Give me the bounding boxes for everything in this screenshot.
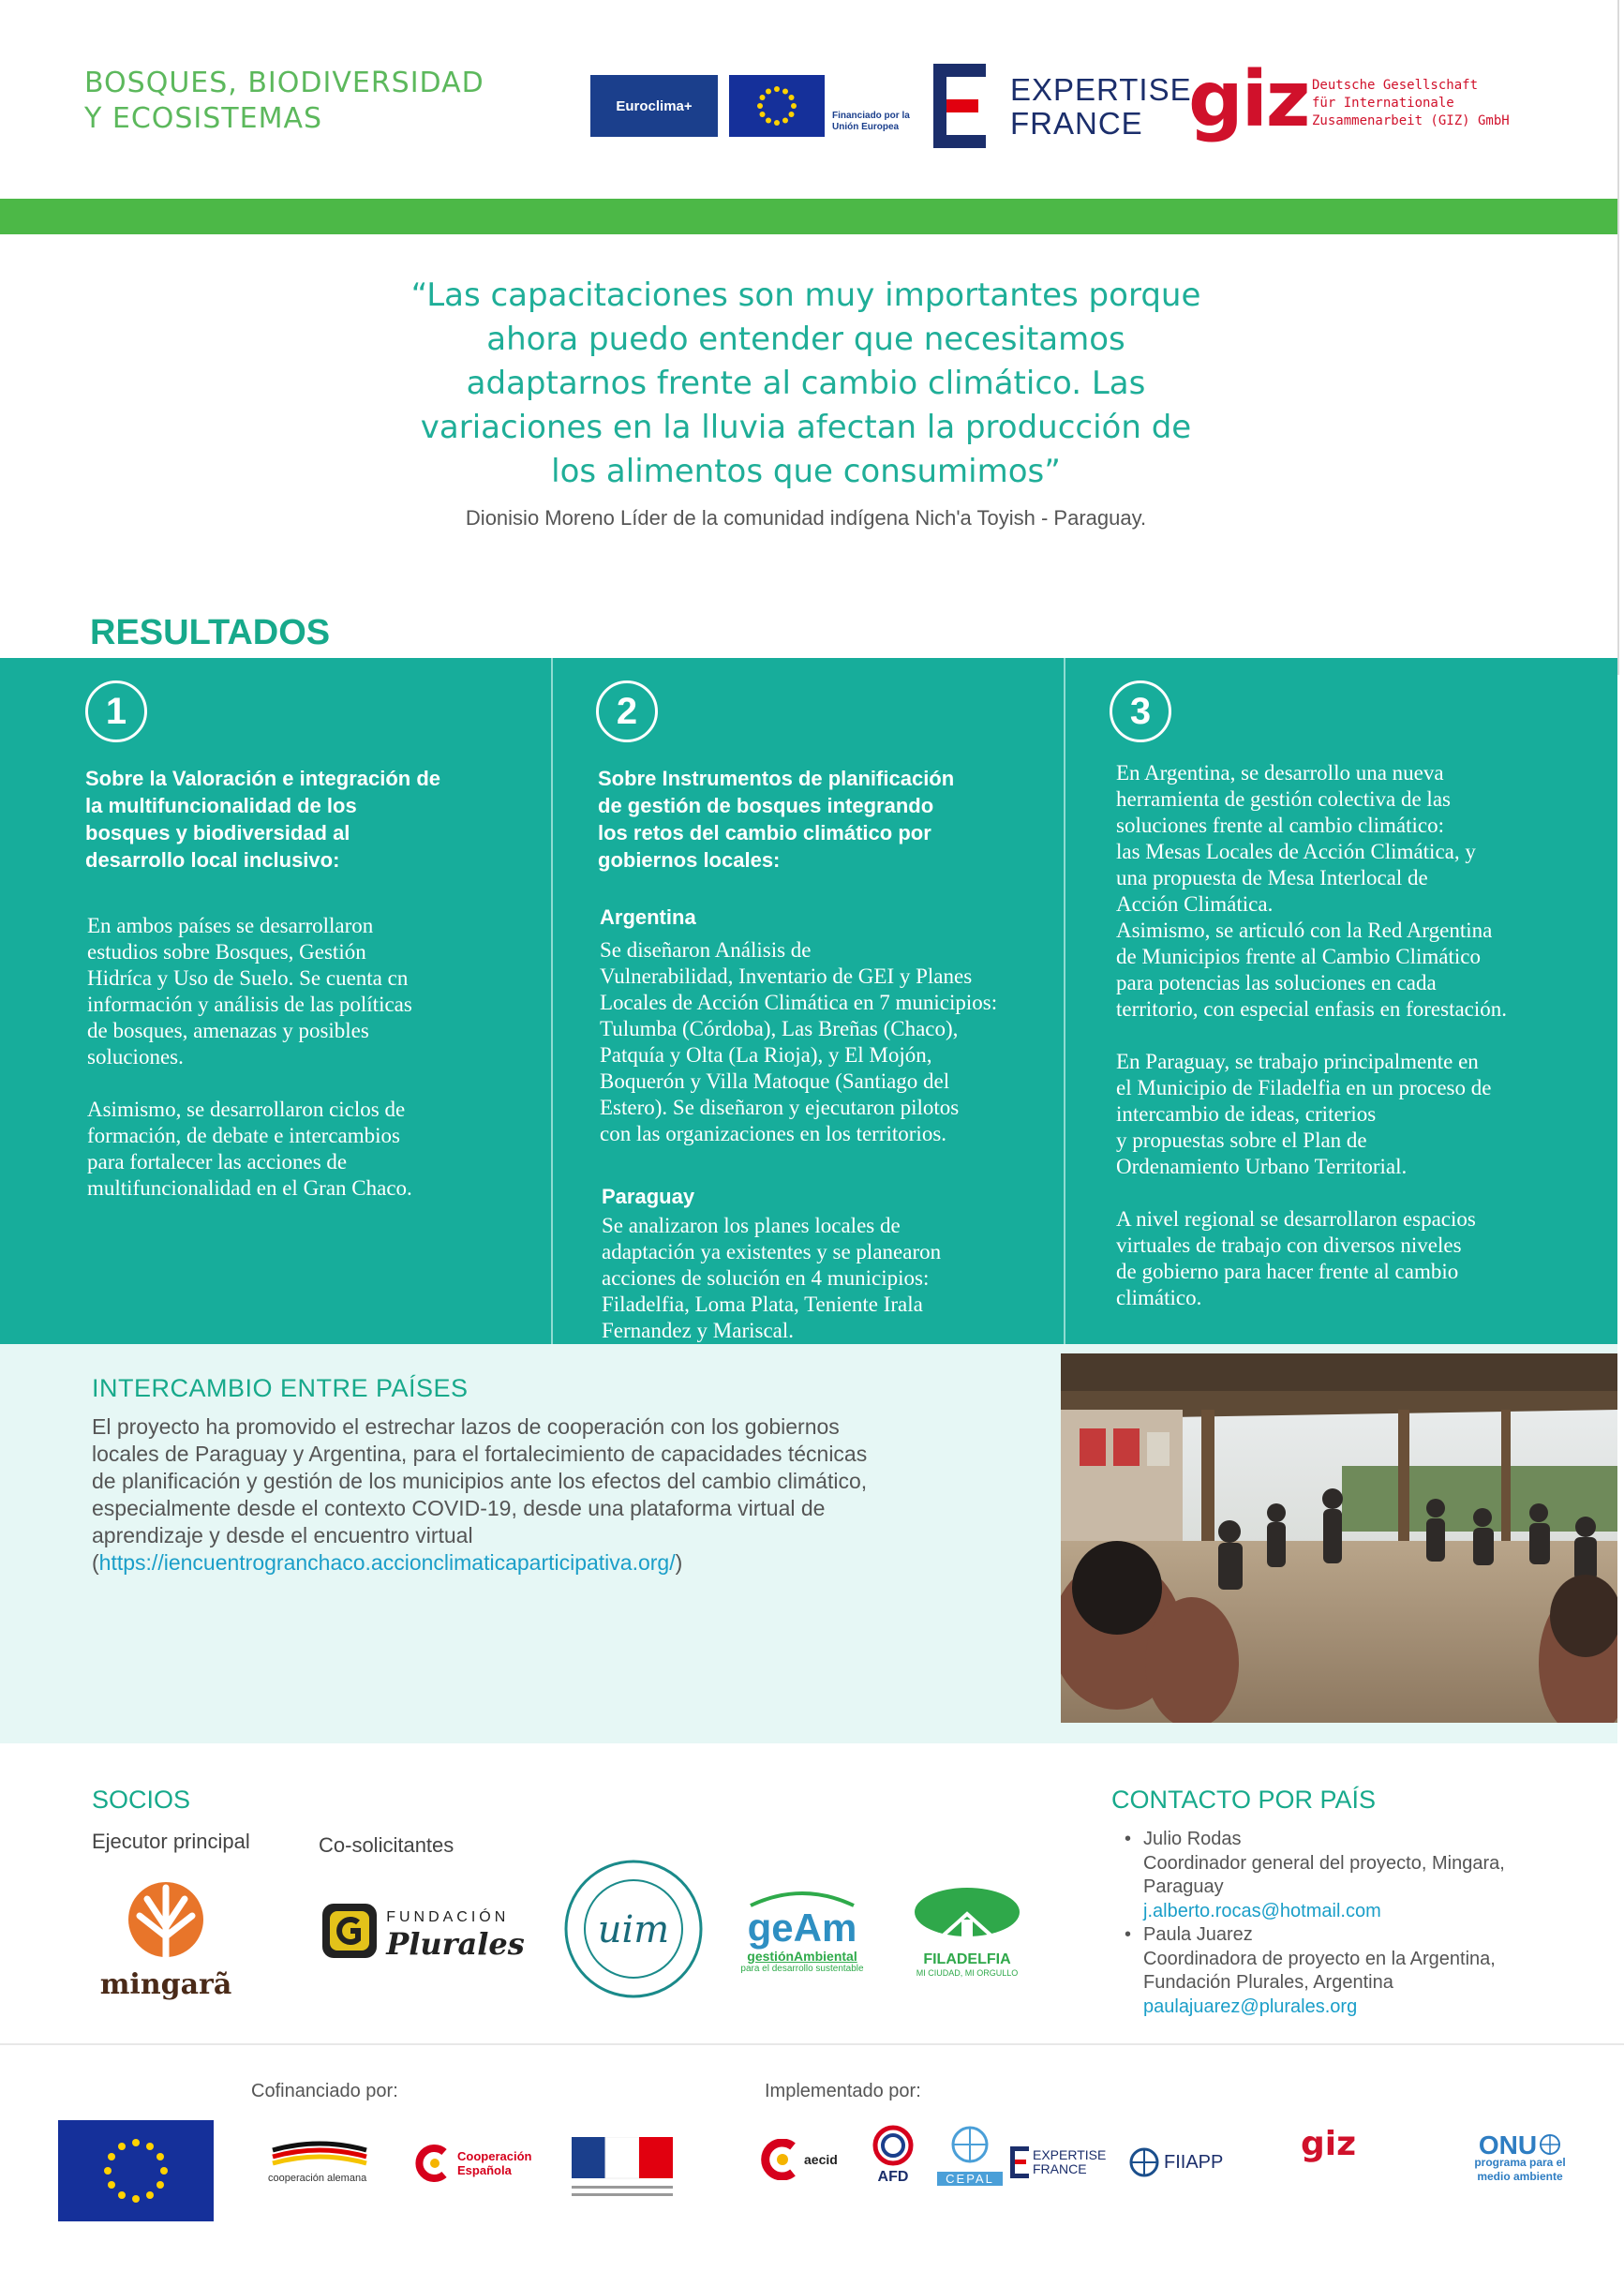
intercambio-text (92, 1413, 1029, 1577)
heading-line: Sobre Instrumentos de planificación (598, 767, 955, 790)
uim-ring-icon (560, 1856, 707, 2002)
implementado-label: Implementado por: (765, 2081, 921, 2101)
brand-line-1: BOSQUES, BIODIVERSIDAD (84, 67, 484, 99)
result-3-body (1116, 760, 1608, 1338)
expertise-france-small-logo (1010, 2146, 1126, 2178)
link-line (92, 1549, 1029, 1577)
body-line: herramienta de gestión colectiva de las (1116, 787, 1451, 811)
afd-ring-icon (872, 2124, 915, 2167)
heading-line: gobiernos locales: (598, 848, 781, 872)
filadelfia-name: FILADELFIA (923, 1951, 1011, 1967)
socios-title: SOCIOS (92, 1786, 191, 1814)
contact-item (1121, 1828, 1599, 1923)
giz-text-line: Zusammenarbeit (GIZ) GmbH (1312, 113, 1510, 128)
body-line: virtuales de trabajo con diversos niveles (1116, 1233, 1462, 1257)
giz-small-logo (1301, 2125, 1413, 2163)
quote-line: ahora puedo entender que necesitamos (486, 321, 1125, 358)
contacto-title: CONTACTO POR PAÍS (1111, 1786, 1377, 1814)
cofinanciado-label: Cofinanciado por: (251, 2081, 398, 2101)
giz-text-line: Deutsche Gesellschaft (1312, 78, 1479, 93)
afd-text: AFD (877, 2169, 909, 2185)
page-border (1617, 0, 1619, 675)
heading-line: desarrollo local inclusivo: (85, 848, 340, 872)
mingara-name: mingarã (99, 1967, 232, 2001)
results-title: RESULTADOS (90, 613, 331, 652)
body-line: Tulumba (Córdoba), Las Breñas (Chaco), (600, 1017, 959, 1040)
giz-fullname (1312, 77, 1510, 130)
ejecutor-label: Ejecutor principal (92, 1830, 250, 1853)
body-line: con las organizaciones en los territorios. (600, 1122, 947, 1145)
expertise-france-logo (1010, 73, 1192, 141)
uim-logo (559, 1854, 708, 2004)
body-line: Fernandez y Mariscal. (602, 1319, 795, 1342)
contact-role: Coordinador general del proyecto, Mingara, (1143, 1852, 1505, 1874)
result-3-para-1 (1116, 760, 1608, 1023)
body-line: adaptación ya existentes y se planearon (602, 1240, 942, 1263)
eu-flag-icon (58, 2120, 214, 2221)
body-line: de bosques, amenazas y posibles (87, 1019, 369, 1042)
expertise-small-line: FRANCE (1033, 2161, 1087, 2176)
bullet-icon: • (1125, 1924, 1132, 1945)
euroclima-logo (590, 75, 718, 137)
afd-logo (870, 2124, 916, 2184)
body-line: acciones de solución en 4 municipios: (602, 1266, 930, 1290)
expertise-france-icon (1010, 2146, 1029, 2178)
body-line: territorio, con especial enfasis en forestación. (1116, 997, 1508, 1021)
republique-francaise-logo (572, 2137, 675, 2203)
body-line: Filadelfia, Loma Plata, Teniente Irala (602, 1293, 923, 1316)
globe-icon (1128, 2146, 1160, 2178)
result-1-body (87, 913, 537, 1228)
german-flag-icon (268, 2141, 371, 2169)
plurales-text (386, 1905, 525, 1962)
result-number-2: 2 (596, 680, 658, 742)
filadelfia-tree-icon (911, 1886, 1023, 1951)
column-divider (1064, 658, 1065, 1344)
body-line: soluciones frente al cambio climático: (1116, 814, 1444, 837)
euroclima-label: Euroclima+ (616, 97, 693, 114)
cosolicitantes-label: Co-solicitantes (319, 1833, 454, 1857)
expertise-france-icon (933, 64, 986, 148)
mingara-logo (99, 1865, 232, 2006)
contact-list (1121, 1828, 1599, 2019)
result-1-para-1 (87, 913, 537, 1070)
eu-flag-icon (729, 75, 825, 137)
heading-line: la multifuncionalidad de los (85, 794, 357, 817)
onu-medio-ambiente-logo (1464, 2130, 1576, 2184)
body-line: A nivel regional se desarrollaron espacios (1116, 1207, 1476, 1231)
intercambio-title: INTERCAMBIO ENTRE PAÍSES (92, 1374, 469, 1402)
quote-line: los alimentos que consumimos” (551, 453, 1061, 490)
filadelfia-logo (901, 1880, 1033, 1983)
body-line: de Municipios frente al Cambio Climático (1116, 945, 1482, 968)
bullet-icon: • (1125, 1829, 1132, 1849)
heading-line: los retos del cambio climático por (598, 821, 931, 845)
result-number-3: 3 (1110, 680, 1171, 742)
cooperacion-alemana-logo (268, 2141, 371, 2186)
body-line: información y análisis de las políticas (87, 993, 412, 1016)
eu-financing-note: Financiado por la Unión Europea (832, 111, 910, 132)
plurales-name: Plurales (386, 1926, 525, 1962)
link-paren: ( (92, 1550, 99, 1575)
body-line: Ordenamiento Urbano Territorial. (1116, 1155, 1408, 1178)
cooperacion-espanola-text: Cooperación Española (457, 2149, 532, 2177)
geam-sub: gestiónAmbiental (747, 1948, 857, 1964)
body-line: En Argentina, se desarrollo una nueva (1116, 761, 1444, 785)
cooperacion-espanola-icon (414, 2145, 452, 2182)
giz-logo: giz (1188, 55, 1309, 144)
contact-role: Fundación Plurales, Argentina (1143, 1972, 1393, 1993)
contact-name: Paula Juarez (1143, 1924, 1253, 1945)
body-line: Acción Climática. (1116, 892, 1274, 916)
brand-title (84, 66, 484, 137)
community-meeting-photo (1061, 1353, 1617, 1723)
body-line: Boquerón y Villa Matoque (Santiago del (600, 1069, 950, 1093)
mingara-tree-icon (119, 1871, 213, 1965)
contact-role: Coordinadora de proyecto en la Argentina, (1143, 1948, 1496, 1969)
body-line: Se diseñaron Análisis de (600, 938, 812, 962)
un-emblem-icon (946, 2124, 993, 2165)
result-1-heading (85, 765, 535, 874)
geam-sub-2: para el desarrollo sustentable (740, 1963, 864, 1974)
body-line: Estero). Se diseñaron y ejecutaron pilotos (600, 1096, 960, 1119)
body-line: de planificación y gestión de los municipios ante los efectos del cambio climático, (92, 1469, 868, 1493)
body-line: para fortalecer las acciones de (87, 1150, 348, 1173)
body-line: el Municipio de Filadelfia en un proceso de (1116, 1076, 1492, 1099)
geam-arc-icon (746, 1889, 858, 1907)
body-line: formación, de debate e intercambios (87, 1124, 400, 1147)
paraguay-label: Paraguay (602, 1185, 695, 1208)
expertise-line-2: FRANCE (1010, 106, 1143, 141)
encuentro-link[interactable]: https://iencuentrogranchaco.accionclimaticaparticipativa.org/ (98, 1550, 676, 1575)
body-line: locales de Paraguay y Argentina, para el fortalecimiento de capacidades técnicas (92, 1442, 868, 1466)
heading-line: de gestión de bosques integrando (598, 794, 934, 817)
cooperacion-alemana-text: cooperación alemana (268, 2173, 367, 2184)
contact-email[interactable]: j.alberto.rocas@hotmail.com (1143, 1900, 1381, 1921)
body-line: Patquía y Olta (La Rioja), y El Mojón, (600, 1043, 932, 1067)
header-divider-bar (0, 199, 1617, 234)
body-line: multifuncionalidad en el Gran Chaco. (87, 1176, 412, 1200)
body-line: Se analizaron los planes locales de (602, 1214, 901, 1237)
result-1-para-2 (87, 1097, 537, 1202)
body-line: El proyecto ha promovido el estrechar lazos de cooperación con los gobiernos (92, 1414, 840, 1439)
geam-logo (737, 1875, 868, 1987)
body-line: aprendizaje y desde el encuentro virtual (92, 1523, 473, 1547)
onu-sub: programa para el medio ambiente (1474, 2156, 1566, 2183)
body-line: Locales de Acción Climática en 7 municipios: (600, 991, 998, 1014)
quote-author: Dionisio Moreno Líder de la comunidad indígena Nich'a Toyish - Paraguay. (465, 506, 1147, 530)
body-line: y propuestas sobre el Plan de (1116, 1129, 1367, 1152)
body-line: las Mesas Locales de Acción Climática, y (1116, 840, 1476, 863)
argentina-label: Argentina (600, 905, 696, 929)
result-3-para-3 (1116, 1206, 1608, 1311)
giz-text-line: für Internationale (1312, 96, 1454, 111)
quote-line: adaptarnos frente al cambio climático. Las (466, 365, 1146, 402)
brand-line-2: Y ECOSISTEMAS (84, 102, 323, 135)
fiiapp-text: FIIAPP (1164, 2151, 1224, 2173)
aecid-icon (759, 2139, 800, 2180)
body-line: soluciones. (87, 1045, 184, 1069)
body-line: estudios sobre Bosques, Gestión (87, 940, 366, 964)
body-line: En Paraguay, se trabajo principalmente en (1116, 1050, 1479, 1073)
result-3-para-2 (1116, 1049, 1608, 1180)
cepal-logo (937, 2124, 1003, 2186)
body-line: climático. (1116, 1286, 1202, 1309)
contact-email[interactable]: paulajuarez@plurales.org (1143, 1995, 1358, 2017)
body-line: Asimismo, se desarrollaron ciclos de (87, 1098, 406, 1121)
contact-name: Julio Rodas (1143, 1829, 1242, 1849)
aecid-logo (759, 2139, 853, 2180)
result-2-heading (598, 765, 1048, 874)
paraguay-text (602, 1213, 1061, 1344)
body-line: Vulnerabilidad, Inventario de GEI y Planes (600, 964, 973, 988)
body-line: una propuesta de Mesa Interlocal de (1116, 866, 1428, 889)
expertise-small-text (1033, 2148, 1106, 2176)
fiiapp-logo (1128, 2146, 1250, 2178)
quote-line: “Las capacitaciones son muy importantes porque (410, 277, 1201, 314)
expertise-small-line: EXPERTISE (1033, 2147, 1107, 2162)
body-line: Hidríca y Uso de Suelo. Se cuenta cn (87, 966, 409, 990)
heading-line: Sobre la Valoración e integración de (85, 767, 441, 790)
result-number-1: 1 (85, 680, 147, 742)
cepal-text: CEPAL (937, 2172, 1003, 2186)
onu-text: ONU (1478, 2130, 1538, 2160)
heading-line: bosques y biodiversidad al (85, 821, 350, 845)
body-line: Asimismo, se articuló con la Red Argentina (1116, 919, 1493, 942)
body-line: intercambio de ideas, criterios (1116, 1102, 1377, 1126)
footer-divider (0, 2043, 1624, 2045)
column-divider (551, 658, 553, 1344)
link-paren: ) (675, 1550, 683, 1575)
argentina-text (600, 937, 1059, 1147)
aecid-text: aecid (804, 2151, 838, 2167)
uim-name: uim (597, 1908, 670, 1951)
onu-head (1464, 2130, 1576, 2160)
un-emblem-icon (1539, 2133, 1561, 2156)
geam-name: geAm (747, 1905, 857, 1950)
giz-small-text: giz (1301, 2125, 1357, 2163)
filadelfia-sub: MI CIUDAD, MI ORGULLO (916, 1968, 1019, 1978)
body-line: de gobierno para hacer frente al cambio (1116, 1260, 1459, 1283)
expertise-line-1: EXPERTISE (1010, 72, 1192, 107)
quote-line: variaciones en la lluvia afectan la producción de (420, 409, 1192, 446)
body-line: En ambos países se desarrollaron (87, 914, 374, 937)
testimonial-quote (262, 274, 1349, 494)
plurales-icon (320, 1902, 379, 1960)
cooperacion-espanola-logo (414, 2145, 545, 2182)
plurales-top: FUNDACIÓN (386, 1909, 510, 1925)
contact-item (1121, 1923, 1599, 2019)
body-line: especialmente desde el contexto COVID-19, desde una plataforma virtual de (92, 1496, 826, 1520)
contact-role: Paraguay (1143, 1876, 1224, 1897)
body-line: para potencias las soluciones en cada (1116, 971, 1437, 994)
fundacion-plurales-logo (315, 1893, 530, 1968)
